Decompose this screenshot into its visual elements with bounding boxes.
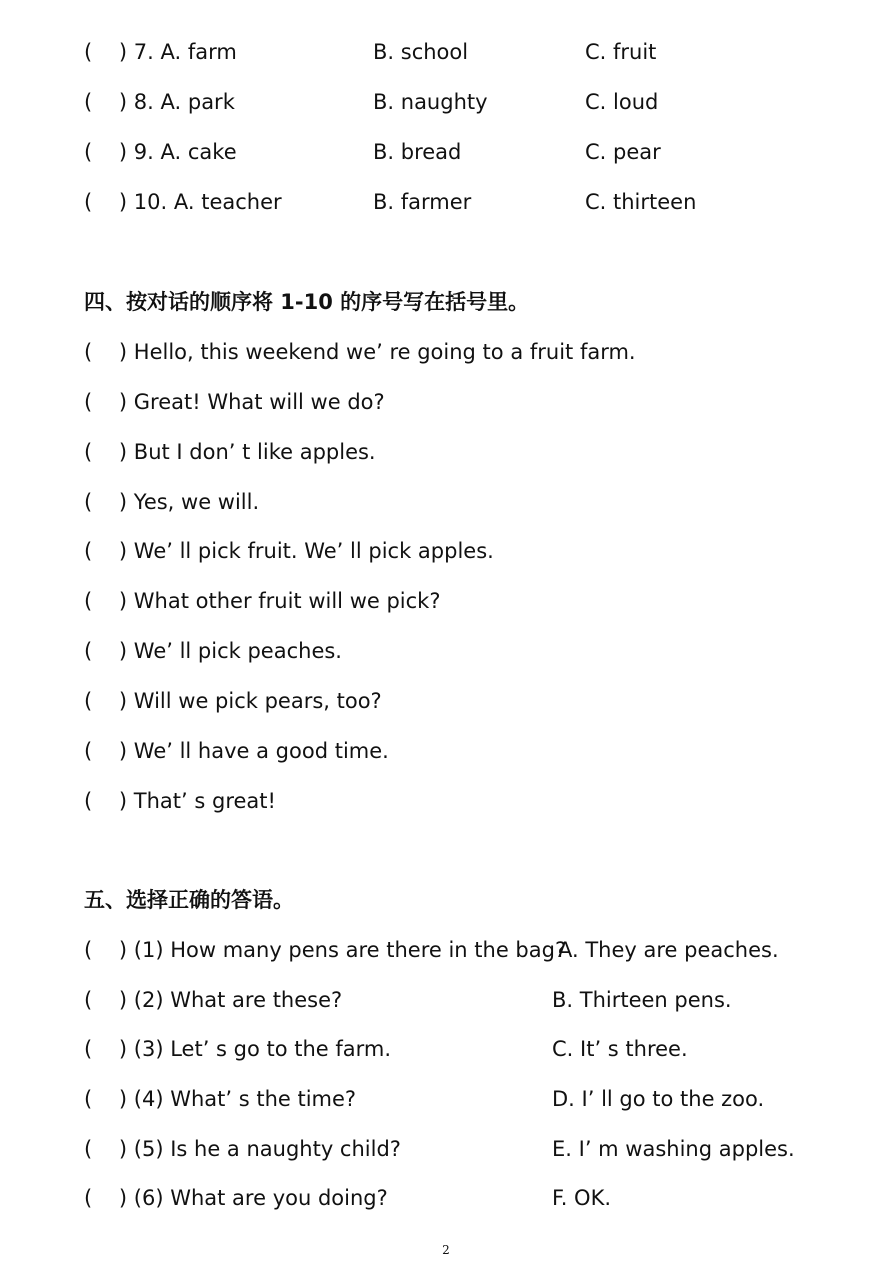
answer-bracket[interactable]: ( ) (84, 490, 128, 514)
question-text: (5) Is he a naughty child? (133, 1137, 401, 1161)
answer-bracket[interactable]: ( ) (84, 639, 128, 663)
option-b: B. naughty (373, 90, 488, 114)
answer-bracket[interactable]: ( ) (84, 739, 128, 763)
option-c: C. thirteen (585, 190, 697, 214)
option-c: C. pear (585, 140, 661, 164)
dialogue-line (84, 438, 376, 466)
dialogue-line (84, 737, 389, 765)
dialogue-line (84, 687, 382, 715)
dialogue-text: Hello, this weekend we’ re going to a fruit farm. (133, 340, 636, 364)
answer-bracket[interactable]: ( ) (84, 1186, 128, 1210)
option-c: C. loud (585, 90, 659, 114)
section5-heading: 五、选择正确的答语。 (84, 888, 294, 912)
option-a: A. farm (160, 40, 237, 64)
option-b: B. farmer (373, 190, 472, 214)
answer-bracket[interactable]: ( ) (84, 789, 128, 813)
answer-bracket[interactable]: ( ) (84, 190, 128, 214)
option-a: A. teacher (173, 190, 282, 214)
option-c: C. fruit (585, 40, 657, 64)
answer-bracket[interactable]: ( ) (84, 689, 128, 713)
question-text: (4) What’ s the time? (133, 1087, 357, 1111)
option-a: A. park (160, 90, 235, 114)
question-text: (6) What are you doing? (133, 1186, 388, 1210)
answer-bracket[interactable]: ( ) (84, 40, 128, 64)
dialogue-text: What other fruit will we pick? (133, 589, 441, 613)
question-number: 10. (133, 190, 168, 214)
dialogue-line (84, 388, 385, 416)
answer-bracket[interactable]: ( ) (84, 1087, 128, 1111)
dialogue-text: But I don’ t like apples. (133, 440, 376, 464)
answer-bracket[interactable]: ( ) (84, 589, 128, 613)
question-text: (1) How many pens are there in the bag? (133, 938, 567, 962)
answer-option: F. OK. (552, 1186, 612, 1210)
answer-bracket[interactable]: ( ) (84, 340, 128, 364)
section4-heading: 四、按对话的顺序将 1-10 的序号写在括号里。 (84, 290, 530, 314)
answer-bracket[interactable]: ( ) (84, 140, 128, 164)
dialogue-text: We’ ll pick peaches. (133, 639, 342, 663)
question-text: (3) Let’ s go to the farm. (133, 1037, 392, 1061)
dialogue-text: We’ ll pick fruit. We’ ll pick apples. (133, 539, 494, 563)
answer-option: D. I’ ll go to the zoo. (552, 1087, 765, 1111)
answer-bracket[interactable]: ( ) (84, 440, 128, 464)
option-b: B. bread (373, 140, 462, 164)
answer-bracket[interactable]: ( ) (84, 539, 128, 563)
answer-bracket[interactable]: ( ) (84, 1037, 128, 1061)
dialogue-text: Will we pick pears, too? (133, 689, 382, 713)
answer-option: A. They are peaches. (558, 938, 779, 962)
answer-bracket[interactable]: ( ) (84, 390, 128, 414)
dialogue-line (84, 338, 636, 366)
page-number: 2 (442, 1243, 450, 1257)
dialogue-text: Great! What will we do? (133, 390, 385, 414)
dialogue-line (84, 787, 276, 815)
option-a: A. cake (160, 140, 237, 164)
answer-bracket[interactable]: ( ) (84, 938, 128, 962)
dialogue-line (84, 637, 342, 665)
dialogue-text: Yes, we will. (133, 490, 260, 514)
dialogue-text: That’ s great! (133, 789, 276, 813)
answer-option: C. It’ s three. (552, 1037, 688, 1061)
option-b: B. school (373, 40, 469, 64)
question-number: 8. (133, 90, 154, 114)
question-number: 9. (133, 140, 154, 164)
dialogue-line (84, 537, 494, 565)
answer-bracket[interactable]: ( ) (84, 988, 128, 1012)
answer-bracket[interactable]: ( ) (84, 90, 128, 114)
dialogue-line (84, 488, 259, 516)
question-text: (2) What are these? (133, 988, 343, 1012)
answer-option: B. Thirteen pens. (552, 988, 732, 1012)
question-number: 7. (133, 40, 154, 64)
dialogue-line (84, 587, 440, 615)
dialogue-text: We’ ll have a good time. (133, 739, 389, 763)
answer-bracket[interactable]: ( ) (84, 1137, 128, 1161)
answer-option: E. I’ m washing apples. (552, 1137, 795, 1161)
